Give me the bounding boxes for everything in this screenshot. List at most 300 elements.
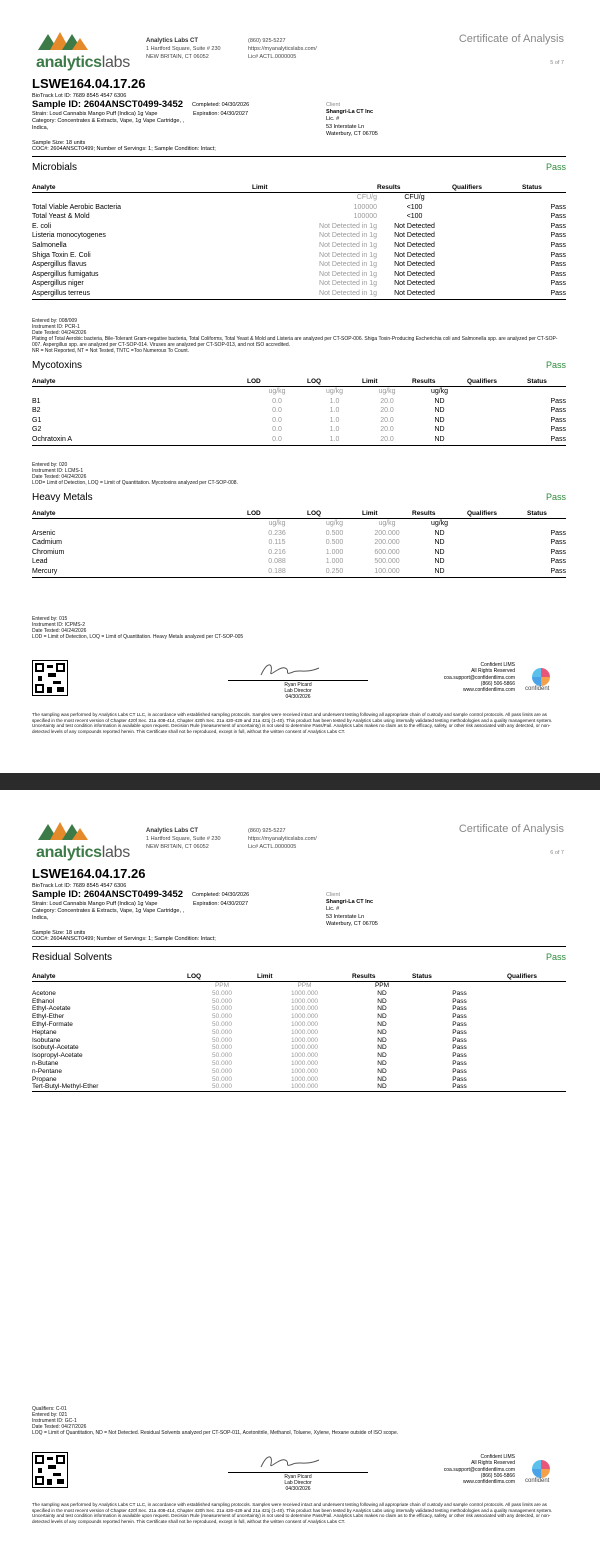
table-cell [507, 1052, 566, 1060]
table-cell [452, 260, 522, 270]
table-cell: Total Yeast & Mold [32, 213, 90, 221]
table-cell: Ochratoxin A [32, 435, 247, 445]
lab-sample-id: LSWE164.04.17.26 [32, 866, 146, 881]
table-cell: 1000.000 [290, 997, 319, 1005]
table-row [32, 231, 566, 241]
table-cell: 600.000 [374, 548, 400, 556]
table-row [32, 260, 566, 270]
table-row [32, 289, 566, 299]
table-cell: Propane [32, 1075, 57, 1083]
table-cell: Tert-Butyl-Methyl-Ether [32, 1083, 187, 1091]
table-cell: 200.000 [374, 539, 400, 547]
table-cell: 50.000 [212, 1028, 232, 1036]
table-cell: Ethyl-Acetate [32, 1005, 71, 1013]
category: Category: Concentrates & Extracts, Vape, 1g Vape Cartridge, , [32, 118, 185, 124]
table-cell: E. coli [32, 222, 52, 230]
table-cell: 1000.000 [290, 1013, 319, 1021]
table-cell: 0.0 [272, 397, 282, 405]
table-row [32, 998, 566, 1006]
table-row [32, 529, 566, 539]
sample-size: Sample Size: 18 units [32, 930, 86, 936]
table-cell: 50.000 [212, 1044, 232, 1052]
table-cell: Not Detected in 1g [319, 222, 377, 230]
table-cell [507, 1029, 566, 1037]
table-cell: ug/kg [378, 520, 396, 527]
client-license: Lic. # [326, 116, 340, 122]
units-row [32, 193, 566, 203]
table-cell: ND [377, 1013, 387, 1021]
table-cell: 20.0 [380, 397, 394, 405]
table-cell: Ethanol [32, 997, 55, 1005]
table-cell: Pass [550, 539, 566, 547]
client-name: Shangri-La CT Inc [326, 899, 374, 905]
table-cell: Not Detected in 1g [319, 241, 377, 249]
table-cell: ND [434, 529, 445, 537]
table-cell [507, 1076, 566, 1084]
table-cell: ug/kg [430, 520, 449, 527]
client-address1: 53 Interstate Ln [326, 914, 365, 920]
table-cell: 50.000 [212, 1005, 232, 1013]
table-cell: ND [434, 548, 445, 556]
table-cell: Pass [550, 241, 566, 249]
table-cell: <100 [406, 203, 423, 211]
table-cell: Shiga Toxin E. Coli [32, 251, 91, 259]
table-cell: Pass [550, 407, 566, 415]
table-row [32, 251, 566, 261]
strain: Strain: Loud Cannabis Mango Puff (Indica) 1g Vape [32, 111, 158, 117]
table-row [32, 435, 566, 445]
table-row [32, 1068, 566, 1076]
table-cell: 100000 [353, 203, 377, 211]
table-cell: 1000.000 [290, 1075, 319, 1083]
table-cell: 0.0 [247, 435, 307, 445]
table-cell [507, 1021, 566, 1029]
table-row [32, 557, 566, 567]
table-cell: Pass [550, 548, 566, 556]
table-cell [507, 982, 566, 990]
client-address2: Waterbury, CT 06705 [326, 921, 378, 927]
table-cell [32, 193, 252, 203]
table-cell: Not Detected [394, 251, 435, 259]
qr-code-icon[interactable] [32, 660, 68, 696]
signature-icon [255, 660, 325, 680]
table-cell: 0.115 [268, 539, 286, 547]
confident-logo-icon [532, 668, 550, 686]
table-cell: Pass [452, 1075, 467, 1083]
table-cell [452, 241, 522, 251]
table-cell: Not Detected in 1g [319, 251, 377, 259]
mycotoxins-title: Mycotoxins [32, 360, 83, 371]
table-cell [507, 990, 566, 998]
table-cell: Not Detected [394, 270, 435, 278]
table-cell: Pass [550, 416, 566, 424]
table-cell: 50.000 [212, 1075, 232, 1083]
table-cell [522, 193, 566, 203]
table-cell: 1000.000 [290, 1067, 319, 1075]
client-label: Client [326, 102, 341, 108]
mycotoxins-data-table: Analyte LOD LOQ Limit Results Qualifiers Status ug/kg ug/kg ug/kg ug/kg B1 0.0 1.0 20.0 ND Pass B2 0.0 1.0 20.0 ND Pass G1 0.0 1.0 20.0 ND Pass G2 0.0 1.0 20.0 ND Pass Ochratoxin A 0.0 1.0 20.0 ND Pass [32, 377, 566, 446]
table-cell: Pass [452, 997, 467, 1005]
table-cell: Pass [452, 1013, 467, 1021]
signatory: Ryan Picard Lab Director 04/30/2026 [284, 1474, 312, 1492]
signatory: Ryan Picard Lab Director 04/30/2026 [284, 682, 312, 700]
table-cell: Aspergillus niger [32, 280, 84, 288]
sample-id: Sample ID: 2604ANSCT0499-3452 [32, 889, 184, 900]
table-cell: ug/kg [325, 520, 344, 527]
table-cell: ND [377, 997, 387, 1005]
table-cell: Lead [32, 558, 48, 566]
table-cell [527, 519, 566, 529]
table-row [32, 567, 566, 577]
table-cell: 1000.000 [290, 1044, 319, 1052]
table-cell: Pass [452, 1005, 467, 1013]
table-cell: Pass [550, 251, 566, 259]
table-cell [467, 406, 527, 416]
table-cell: Total Viable Aerobic Bacteria [32, 203, 121, 211]
table-cell: <100 [406, 213, 423, 221]
disclaimer: The sampling was performed by Analytics Labs CT LLC, in accordance with established sampling protocols. Samples were received intact and underwent testing following all appropriate chain of custody and sample control protocols. All pass limits are as specified in the most recent version of Chapter 420f Sec. 21a 408-414, Chapter 420h Sec. 21a 420-429 and 21a 421j (1-40). This product has been tested by Analytics Labs using internally validated testing methodologies and a quality management system. Uncertainty and test condition information is available upon request. Decision Rule (measurement of uncertainty) is not used to determine Pass/Fail. Analytics Labs makes no claim as to the efficacy, safety, or other risk associated with any detected, or non-detected levels of any compounds reported herein. This Certificate shall not be reproduced, except in full, without the written consent of Analytics Labs CT. [32, 712, 553, 734]
table-cell: 100.000 [362, 567, 412, 577]
sample-size: Sample Size: 18 units [32, 140, 86, 146]
table-cell: Ethyl-Ether [32, 1013, 65, 1021]
table-cell: 200.000 [374, 529, 400, 537]
client-address1: 53 Interstate Ln [326, 124, 365, 130]
client-name: Shangri-La CT Inc [326, 109, 374, 115]
table-cell: Pass [452, 1067, 467, 1075]
table-row [32, 397, 566, 407]
table-cell [467, 529, 527, 539]
table-cell: n-Butane [32, 1059, 59, 1067]
table-cell: Salmonella [32, 241, 67, 249]
table-row [32, 1060, 566, 1068]
table-cell: ND [434, 558, 445, 566]
table-cell: Not Detected in 1g [252, 289, 377, 299]
solvents-status: Pass [545, 952, 566, 962]
table-cell: ND [377, 1044, 387, 1052]
page-number: 5 of 7 [550, 60, 564, 66]
signature-icon [255, 1452, 325, 1472]
solvents-title: Residual Solvents [32, 952, 113, 963]
table-row [32, 1083, 566, 1091]
logo-wordmark: analyticslabs [36, 844, 130, 861]
table-cell: Pass [550, 426, 566, 434]
table-cell [452, 193, 522, 203]
table-cell: 1.0 [329, 407, 340, 415]
table-cell: ug/kg [268, 388, 286, 395]
table-cell [452, 289, 522, 299]
table-cell [452, 279, 522, 289]
table-cell: Pass [522, 289, 566, 299]
qr-code-icon[interactable] [32, 1452, 68, 1488]
table-cell [467, 416, 527, 426]
expiration-date: Expiration: 04/30/2027 [193, 901, 249, 907]
table-cell [32, 387, 247, 397]
table-cell: 20.0 [362, 435, 412, 445]
table-cell: 0.088 [268, 558, 286, 566]
client-license: Lic. # [326, 906, 340, 912]
table-cell: 1.0 [329, 426, 340, 434]
table-cell: 0.500 [325, 529, 344, 537]
table-row [32, 1013, 566, 1021]
table-cell: 500.000 [374, 558, 400, 566]
table-cell: 50.000 [212, 1013, 232, 1021]
table-cell: Isopropyl-Acetate [32, 1052, 83, 1060]
table-cell: Aspergillus flavus [32, 261, 87, 269]
table-cell: Aspergillus terreus [32, 289, 252, 299]
table-cell: ND [377, 1036, 387, 1044]
completed-date: Completed: 04/30/2026 [192, 892, 250, 898]
page-number: 6 of 7 [550, 850, 564, 856]
table-cell: ND [434, 397, 445, 405]
table-cell: 50.000 [187, 1083, 257, 1091]
table-cell: Pass [550, 261, 566, 269]
table-cell: Not Detected [377, 289, 452, 299]
table-cell [32, 519, 247, 529]
table-cell: 1000.000 [290, 1028, 319, 1036]
table-cell [467, 387, 527, 397]
table-cell: Pass [452, 1059, 467, 1067]
heavy-metals-status: Pass [545, 492, 566, 502]
table-cell [467, 397, 527, 407]
table-row [32, 990, 566, 998]
table-cell: Listeria monocytogenes [32, 232, 106, 240]
table-cell: Pass [452, 989, 467, 997]
table-cell [467, 519, 527, 529]
table-cell [527, 387, 566, 397]
table-cell: 1000.000 [290, 989, 319, 997]
document-title: Certificate of Analysis [458, 823, 564, 835]
disclaimer: The sampling was performed by Analytics Labs CT LLC, in accordance with established sampling protocols. Samples were received intact and underwent testing following all appropriate chain of custody and sample control protocols. All pass limits are as specified in the most recent version of Chapter 420f Sec. 21a 408-414, Chapter 420h Sec. 21a 420-429 and 21a 421j (1-40). This product has been tested by Analytics Labs using internally validated testing methodologies and a quality management system. Uncertainty and test condition information is available upon request. Decision Rule (measurement of uncertainty) is not used to determine Pass/Fail. Analytics Labs makes no claim as to the efficacy, safety, or other risk associated with any detected, or non-detected levels of any compounds reported herein. This Certificate shall not be reproduced, except in full, without the written consent of Analytics Labs CT. [32, 1502, 553, 1524]
sample-type: Indica, [32, 125, 49, 131]
table-cell: Not Detected in 1g [319, 261, 377, 269]
table-cell: Pass [550, 529, 566, 537]
table-cell: Pass [527, 567, 566, 577]
confident-brand: confident [525, 1478, 550, 1484]
table-cell: 1.000 [325, 558, 344, 566]
client-address2: Waterbury, CT 06705 [326, 131, 378, 137]
table-row [32, 279, 566, 289]
table-cell [452, 212, 522, 222]
table-cell [507, 1005, 566, 1013]
table-cell: 1.0 [307, 435, 362, 445]
heavy-metals-table: Analyte LOD LOQ Limit Results Qualifiers Status ug/kg ug/kg ug/kg ug/kg Arsenic 0.236 0.500 200.000 ND Pass Cadmium 0.115 0.500 200.000 ND Pass Chromium 0.216 1.000 600.000 ND Pass Lead 0.088 1.000 500.000 ND Pass Mercury 0.188 0.250 100.000 ND Pass [32, 509, 566, 578]
coa-page-5 [0, 0, 600, 773]
table-cell [32, 982, 187, 990]
table-cell: Acetone [32, 989, 56, 997]
table-row [32, 1052, 566, 1060]
table-cell: ug/kg [325, 388, 344, 395]
mycotoxins-status: Pass [545, 360, 566, 370]
table-cell: Pass [550, 280, 566, 288]
table-cell: 20.0 [380, 426, 394, 434]
table-cell: Heptane [32, 1028, 57, 1036]
table-cell: Mercury [32, 567, 247, 577]
table-cell: ND [377, 989, 387, 997]
table-cell: Pass [452, 1036, 467, 1044]
coc-number: COC#: 2604ANSCT0499; Number of Servings: 1; Sample Condition: Intact; [32, 146, 216, 152]
table-cell: 0.0 [272, 416, 282, 424]
table-row [32, 270, 566, 280]
table-cell: G1 [32, 416, 42, 424]
table-cell: Isobutane [32, 1036, 61, 1044]
table-cell: Chromium [32, 548, 65, 556]
table-cell [452, 222, 522, 232]
table-cell [412, 982, 507, 990]
table-cell: Pass [452, 1044, 467, 1052]
table-cell [452, 270, 522, 280]
table-cell: Not Detected [394, 280, 435, 288]
table-cell: ug/kg [378, 388, 396, 395]
table-cell [467, 435, 527, 445]
table-cell: Pass [452, 1052, 467, 1060]
table-cell: 0.188 [247, 567, 307, 577]
expiration-date: Expiration: 04/30/2027 [193, 111, 249, 117]
confident-lims-info: Confident LIMS All Rights Reserved coa.support@confidentlims.com (866) 506-5866 www.confidentlims.com [443, 1454, 515, 1486]
table-cell: Not Detected [394, 241, 435, 249]
table-cell: ug/kg [268, 520, 286, 527]
client-label: Client [326, 892, 341, 898]
table-cell: Pass [550, 232, 566, 240]
table-cell: Pass [550, 203, 566, 211]
table-cell [507, 1083, 566, 1091]
table-cell: Not Detected in 1g [319, 270, 377, 278]
table-cell: PPM [297, 982, 312, 989]
table-cell: 0.236 [268, 529, 286, 537]
lab-sample-id: LSWE164.04.17.26 [32, 76, 146, 91]
page-separator [0, 773, 600, 790]
table-cell: n-Pentane [32, 1067, 62, 1075]
table-cell: ND [434, 416, 445, 424]
table-cell: ND [412, 435, 467, 445]
table-cell: Pass [452, 1020, 467, 1028]
table-cell: Pass [412, 1083, 507, 1091]
table-cell: 1000.000 [257, 1083, 352, 1091]
table-cell: 50.000 [212, 1067, 232, 1075]
table-cell [507, 1013, 566, 1021]
table-cell: G2 [32, 426, 42, 434]
logo-wordmark: analyticslabs [36, 54, 130, 71]
table-cell [507, 1044, 566, 1052]
table-row [32, 212, 566, 222]
table-cell: ND [377, 1059, 387, 1067]
units-row [32, 519, 566, 529]
table-cell [467, 557, 527, 567]
table-cell [507, 998, 566, 1006]
table-cell: ND [377, 1028, 387, 1036]
table-row [32, 1044, 566, 1052]
table-cell: Not Detected [394, 261, 435, 269]
microbials-notes: Entered by: 008/009 Instrument ID: PCR-1 Date Tested: 04/24/2026 Plating of Total Aerobic bacteria, Bile-Tolerant Gram-negative bacteria, Total Coliforms, Total Yeast & Mold and Listeria are analyzed per CT-SOP-006. Shiga Toxin-Producing Escherichia coli and Salmonella spp. are analyzed per CT-SOP-007. Aspergillus spp. are analyzed per CT-SOP-014. Viruses are analyzed per CT-SOP-013, and not ISO accredited. NR = Not Reported, NT = Not Tested, TNTC =Too Numerous To Count. [32, 318, 558, 354]
table-row [32, 406, 566, 416]
mycotoxins-notes: Entered by: 020 Instrument ID: LCMS-1 Date Tested: 04/24/2026 LOD= Limit of Detection, LOQ = Limit of Quantitation. Mycotoxins analyzed per CT-SOP-008. [32, 462, 238, 486]
table-cell: Not Detected in 1g [319, 232, 377, 240]
lab-address-block: Analytics Labs CT 1 Hartford Square, Suite # 230 NEW BRITAIN, CT 06052 [146, 828, 221, 850]
table-row [32, 203, 566, 213]
table-cell: Pass [550, 558, 566, 566]
table-cell [452, 251, 522, 261]
solvents-table: Analyte LOQ Limit Results Status Qualifiers PPM PPM PPM Acetone 50.000 1000.000 ND Pass Ethanol 50.000 1000.000 ND Pass Ethyl-Acetate 50.000 1000.000 ND Pass Ethyl-Ether 50.000 1000.000 ND Pass Ethyl-Formate 50.000 1000.000 ND Pass Heptane 50.000 1000.000 ND Pass Isobutane 50.000 1000.000 ND Pass Isobutyl-Acetate 50.000 1000.000 ND Pass Isopropyl-Acetate 50.000 1000.000 ND Pass n-Butane 50.000 1000.000 ND Pass n-Pentane 50.000 1000.000 ND Pass Propane 50.000 1000.000 ND Pass Tert-Butyl-Methyl-Ether 50.000 1000.000 ND Pass [32, 972, 566, 1092]
table-cell: 50.000 [212, 997, 232, 1005]
table-cell: 50.000 [212, 989, 232, 997]
table-cell: Arsenic [32, 529, 56, 537]
coc-number: COC#: 2604ANSCT0499; Number of Servings: 1; Sample Condition: Intact; [32, 936, 216, 942]
microbials-title: Microbials [32, 162, 78, 173]
table-cell: 0.500 [325, 539, 344, 547]
table-cell: ND [377, 1020, 387, 1028]
lab-address-block: Analytics Labs CT 1 Hartford Square, Suite # 230 NEW BRITAIN, CT 06052 [146, 38, 221, 60]
table-cell: Pass [550, 397, 566, 405]
table-cell: Not Detected in 1g [319, 280, 377, 288]
table-cell: ND [434, 426, 445, 434]
table-cell: 1.0 [329, 416, 340, 424]
table-cell [467, 567, 527, 577]
table-cell: 50.000 [212, 1020, 232, 1028]
table-cell: 0.0 [272, 407, 282, 415]
table-row [32, 425, 566, 435]
table-row [32, 1076, 566, 1084]
table-cell [452, 231, 522, 241]
table-cell: Pass [550, 270, 566, 278]
heavy-metals-title: Heavy Metals [32, 492, 93, 503]
units-row [32, 982, 566, 990]
heavy-metals-notes: Entered by: 015 Instrument ID: ICPMS-2 Date Tested: 04/24/2026 LOD = Limit of Detection, LOQ = Limit of Quantitation. Heavy Metals analyzed per CT-SOP-005 [32, 616, 244, 640]
units-row [32, 387, 566, 397]
table-cell: 1000.000 [290, 1020, 319, 1028]
table-cell: PPM [214, 982, 230, 989]
strain: Strain: Loud Cannabis Mango Puff (Indica) 1g Vape [32, 901, 158, 907]
table-cell: 1.0 [329, 397, 340, 405]
table-cell: 1000.000 [290, 1059, 319, 1067]
table-cell [467, 425, 527, 435]
table-cell: 20.0 [380, 407, 394, 415]
table-cell [507, 1068, 566, 1076]
table-cell: 20.0 [380, 416, 394, 424]
table-row [32, 1029, 566, 1037]
confident-logo-icon [532, 1460, 550, 1478]
solvents-notes: Qualifiers: C-01 Entered by: 021 Instrument ID: GC-1 Date Tested: 04/27/2026 LOQ = Limit of Quantitation, ND = Not Detected. Residual Solvents analyzed per CT-SOP-011, Acetonitrile, Methanol, Toluene, Xylene, Hexane outside of ISO scope. [32, 1406, 399, 1436]
table-cell: ND [352, 1083, 412, 1091]
table-cell: ND [434, 539, 445, 547]
microbials-table: Analyte Limit Results Qualifiers Status CFU/g CFU/g Total Viable Aerobic Bacteria 100000 <100 Pass Total Yeast & Mold 100000 <100 Pass E. coli Not Detected in 1g Not Detected Pass Listeria monocytogenes Not Detected in 1g Not Detected Pass Salmonella Not Detected in 1g Not Detected Pass Shiga Toxin E. Coli Not Detected in 1g Not Detected Pass Aspergillus flavus Not Detected in 1g Not Detected Pass Aspergillus fumigatus Not Detected in 1g Not Detected Pass Aspergillus niger Not Detected in 1g Not Detected Pass Aspergillus terreus Not Detected in 1g Not Detected Pass [32, 183, 566, 300]
table-cell: B1 [32, 397, 41, 405]
table-cell: CFU/g [404, 194, 425, 201]
lab-contact-block: (860) 925-5227 https://myanalyticslabs.com/ Lic# ACTL.0000005 [248, 828, 317, 850]
table-cell: ND [412, 567, 467, 577]
table-cell: 0.216 [268, 548, 286, 556]
table-cell: Isobutyl-Acetate [32, 1044, 79, 1052]
microbials-status: Pass [545, 162, 566, 172]
document-title: Certificate of Analysis [458, 33, 564, 45]
table-cell: CFU/g [356, 194, 377, 201]
table-cell: ND [377, 1052, 387, 1060]
table-row [32, 241, 566, 251]
table-cell: Not Detected [394, 232, 435, 240]
table-cell: 0.0 [272, 426, 282, 434]
table-cell [467, 538, 527, 548]
table-cell: 50.000 [212, 1036, 232, 1044]
table-row [32, 1005, 566, 1013]
table-cell: 1000.000 [290, 1052, 319, 1060]
table-row [32, 416, 566, 426]
completed-date: Completed: 04/30/2026 [192, 102, 250, 108]
table-cell: 1000.000 [290, 1036, 319, 1044]
table-cell [507, 1060, 566, 1068]
table-cell: Aspergillus fumigatus [32, 270, 99, 278]
table-cell [507, 1037, 566, 1045]
table-cell: 50.000 [212, 1059, 232, 1067]
table-cell [452, 203, 522, 213]
table-row [32, 1037, 566, 1045]
